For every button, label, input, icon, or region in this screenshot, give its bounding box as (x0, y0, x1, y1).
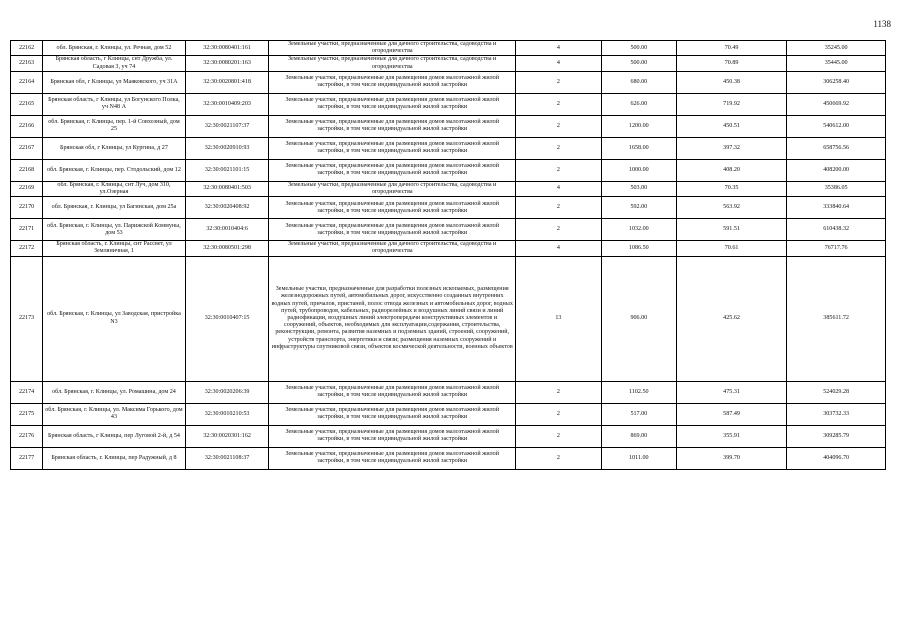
area-cell: 517.00 (601, 403, 676, 425)
address-cell: Брянская область, г Клинцы, снт Дружба, ул. Садовая 3, уч 74 (43, 56, 186, 71)
address-cell: обл. Брянская, г. Клинцы, ул Заводская, пристройка N3 (43, 256, 186, 381)
cadastral-number-cell: 32:30:0080401:161 (185, 41, 269, 56)
area-cell: 1102.50 (601, 381, 676, 403)
row-number-cell: 22176 (11, 425, 43, 447)
land-use-cell: Земельные участки, предназначенные для дачного строительства, садоводства и огородничества (269, 181, 516, 196)
area-cell: 503.00 (601, 181, 676, 196)
specific-value-cell: 70.61 (676, 241, 786, 256)
land-use-cell: Земельные участки, предназначенные для размещения домов малоэтажной жилой застройки, в том числе индивидуальной жилой застройки (269, 447, 516, 469)
cadastral-value-cell: 658756.56 (787, 137, 886, 159)
cadastral-value-cell: 35386.05 (787, 181, 886, 196)
row-number-cell: 22171 (11, 219, 43, 241)
table-row (11, 219, 886, 241)
row-number-cell: 22165 (11, 93, 43, 115)
table-row (11, 71, 886, 93)
area-cell: 869.00 (601, 425, 676, 447)
specific-value-cell: 563.92 (676, 197, 786, 219)
specific-value-cell: 587.49 (676, 403, 786, 425)
cadastral-value-cell: 610438.32 (787, 219, 886, 241)
table-row (11, 181, 886, 196)
address-cell: Брянская область, г Клинцы, пер Луговой 2-й, д 54 (43, 425, 186, 447)
land-use-cell: Земельные участки, предназначенные для размещения домов малоэтажной жилой застройки, в том числе индивидуальной жилой застройки (269, 137, 516, 159)
land-use-cell: Земельные участки, предназначенные для размещения домов малоэтажной жилой застройки, в том числе индивидуальной жилой застройки (269, 115, 516, 137)
area-cell: 626.00 (601, 93, 676, 115)
cadastral-value-cell: 306258.40 (787, 71, 886, 93)
row-number-cell: 22167 (11, 137, 43, 159)
cadastral-number-cell: 32:30:0010409:203 (185, 93, 269, 115)
table-row (11, 137, 886, 159)
cadastral-number-cell: 32:30:0020206:39 (185, 381, 269, 403)
specific-value-cell: 70.89 (676, 56, 786, 71)
cadastral-value-cell: 408200.00 (787, 159, 886, 181)
area-cell: 1011.00 (601, 447, 676, 469)
table-row (11, 425, 886, 447)
land-use-cell: Земельные участки, предназначенные для дачного строительства, садоводства и огородничества (269, 41, 516, 56)
cadastral-value-cell: 450669.92 (787, 93, 886, 115)
row-number-cell: 22169 (11, 181, 43, 196)
cadastral-value-cell: 35245.00 (787, 41, 886, 56)
row-number-cell: 22163 (11, 56, 43, 71)
group-cell: 4 (516, 56, 602, 71)
land-use-cell: Земельные участки, предназначенные для размещения домов малоэтажной жилой застройки, в том числе индивидуальной жилой застройки (269, 403, 516, 425)
cadastral-number-cell: 32:30:0020801:418 (185, 71, 269, 93)
area-cell: 1032.00 (601, 219, 676, 241)
address-cell: обл. Брянская, г. Клинцы, пер. Стодольский, дом 12 (43, 159, 186, 181)
row-number-cell: 22162 (11, 41, 43, 56)
cadastral-value-cell: 76717.76 (787, 241, 886, 256)
cadastral-number-cell: 32:30:0080501:298 (185, 241, 269, 256)
cadastral-value-cell: 309285.79 (787, 425, 886, 447)
row-number-cell: 22173 (11, 256, 43, 381)
cadastral-number-cell: 32:30:0020301:162 (185, 425, 269, 447)
group-cell: 4 (516, 41, 602, 56)
specific-value-cell: 70.35 (676, 181, 786, 196)
address-cell: Брянская область, г Клинцы, ул Богунского Полка, уч N48 А (43, 93, 186, 115)
address-cell: Брянская обл, г Клинцы, ул Кургина, д 27 (43, 137, 186, 159)
group-cell: 13 (516, 256, 602, 381)
area-cell: 1200.00 (601, 115, 676, 137)
cadastral-number-cell: 32:30:0020408:92 (185, 197, 269, 219)
area-cell: 500.00 (601, 56, 676, 71)
address-cell: обл. Брянская, г. Клинцы, ул. Парижской Коммуны, дом 53 (43, 219, 186, 241)
table-row (11, 256, 886, 381)
row-number-cell: 22168 (11, 159, 43, 181)
group-cell: 2 (516, 115, 602, 137)
address-cell: Брянская обл, г Клинцы, ул Маяковского, уч 31А (43, 71, 186, 93)
land-use-cell: Земельные участки, предназначенные для дачного строительства, садоводства и огородничества (269, 56, 516, 71)
specific-value-cell: 450.51 (676, 115, 786, 137)
specific-value-cell: 450.38 (676, 71, 786, 93)
specific-value-cell: 591.51 (676, 219, 786, 241)
table-row (11, 115, 886, 137)
cadastral-value-cell: 385611.72 (787, 256, 886, 381)
group-cell: 2 (516, 403, 602, 425)
cadastral-number-cell: 32:30:0010407:15 (185, 256, 269, 381)
row-number-cell: 22174 (11, 381, 43, 403)
area-cell: 1658.00 (601, 137, 676, 159)
row-number-cell: 22164 (11, 71, 43, 93)
cadastral-number-cell: 32:30:0010404:6 (185, 219, 269, 241)
specific-value-cell: 355.91 (676, 425, 786, 447)
land-use-cell: Земельные участки, предназначенные для размещения домов малоэтажной жилой застройки, в том числе индивидуальной жилой застройки (269, 71, 516, 93)
table-body (11, 41, 886, 470)
specific-value-cell: 475.31 (676, 381, 786, 403)
address-cell: обл. Брянская, г. Клинцы, пер. 1-й Совхозный, дом 25 (43, 115, 186, 137)
land-use-cell: Земельные участки, предназначенные для размещения домов малоэтажной жилой застройки, в том числе индивидуальной жилой застройки (269, 381, 516, 403)
row-number-cell: 22177 (11, 447, 43, 469)
land-use-cell: Земельные участки, предназначенные для разработки полезных ископаемых, размещения железнодорожных путей, автомобильных дорог, искусственно созданных внутренних водных путей, причалов, пристаней, полос отвода железных и автомобильных дорог, водных путей, трубопроводов, кабельных, радиорелейных и воздушных линий связи и линий радиофикации, воздушных линий электропередачи конструктивных элементов и сооружений, объектов, необходимых для эксплуатации,содержания, строительства, реконструкции, ремонта, развития наземных и подземных зданий, строений, сооружений, устройств транспорта, энергетики и связи; размещения наземных сооружений и инфраструктуры спутниковой связи, объектов космической деятельности, военных объектов (269, 256, 516, 381)
group-cell: 2 (516, 219, 602, 241)
table-row (11, 159, 886, 181)
table-row (11, 197, 886, 219)
cadastral-number-cell: 32:30:0010210:53 (185, 403, 269, 425)
land-use-cell: Земельные участки, предназначенные для размещения домов малоэтажной жилой застройки, в том числе индивидуальной жилой застройки (269, 425, 516, 447)
cadastral-value-cell: 524029.28 (787, 381, 886, 403)
group-cell: 2 (516, 197, 602, 219)
row-number-cell: 22175 (11, 403, 43, 425)
table-row (11, 93, 886, 115)
area-cell: 680.00 (601, 71, 676, 93)
group-cell: 4 (516, 241, 602, 256)
address-cell: Брянская область, г. Клинцы, снт Рассвет, ул Земляничная, 1 (43, 241, 186, 256)
cadastral-number-cell: 32:30:0020910:93 (185, 137, 269, 159)
area-cell: 1000.00 (601, 159, 676, 181)
cadastral-value-table (10, 40, 886, 470)
group-cell: 2 (516, 137, 602, 159)
address-cell: обл. Брянская, г. Клинцы, снт Луч, дом 310, ул.Озерная (43, 181, 186, 196)
group-cell: 2 (516, 93, 602, 115)
land-use-cell: Земельные участки, предназначенные для размещения домов малоэтажной жилой застройки, в том числе индивидуальной жилой застройки (269, 197, 516, 219)
cadastral-value-cell: 35445.00 (787, 56, 886, 71)
specific-value-cell: 408.20 (676, 159, 786, 181)
land-use-cell: Земельные участки, предназначенные для размещения домов малоэтажной жилой застройки, в том числе индивидуальной жилой застройки (269, 219, 516, 241)
table-row (11, 241, 886, 256)
row-number-cell: 22170 (11, 197, 43, 219)
specific-value-cell: 399.70 (676, 447, 786, 469)
cadastral-number-cell: 32:30:0021108:37 (185, 447, 269, 469)
area-cell: 592.00 (601, 197, 676, 219)
specific-value-cell: 719.92 (676, 93, 786, 115)
group-cell: 2 (516, 381, 602, 403)
area-cell: 1086.50 (601, 241, 676, 256)
specific-value-cell: 70.49 (676, 41, 786, 56)
area-cell: 906.00 (601, 256, 676, 381)
area-cell: 500.00 (601, 41, 676, 56)
land-use-cell: Земельные участки, предназначенные для размещения домов малоэтажной жилой застройки, в том числе индивидуальной жилой застройки (269, 159, 516, 181)
address-cell: обл. Брянская, г. Клинцы, ул. Речная, дом 52 (43, 41, 186, 56)
group-cell: 2 (516, 425, 602, 447)
table-row (11, 403, 886, 425)
land-use-cell: Земельные участки, предназначенные для размещения домов малоэтажной жилой застройки, в том числе индивидуальной жилой застройки (269, 93, 516, 115)
cadastral-number-cell: 32:30:0021101:15 (185, 159, 269, 181)
row-number-cell: 22172 (11, 241, 43, 256)
cadastral-number-cell: 32:30:0021107:37 (185, 115, 269, 137)
row-number-cell: 22166 (11, 115, 43, 137)
cadastral-value-cell: 303732.33 (787, 403, 886, 425)
address-cell: обл. Брянская, г. Клинцы, ул. Максима Горького, дом 43 (43, 403, 186, 425)
address-cell: Брянская область, г. Клинцы, пер Радужный, д 8 (43, 447, 186, 469)
group-cell: 2 (516, 159, 602, 181)
page-number: 1138 (873, 19, 891, 29)
cadastral-number-cell: 32:30:0080201:163 (185, 56, 269, 71)
cadastral-value-cell: 540612.00 (787, 115, 886, 137)
specific-value-cell: 425.62 (676, 256, 786, 381)
cadastral-number-cell: 32:30:0080401:503 (185, 181, 269, 196)
group-cell: 2 (516, 447, 602, 469)
specific-value-cell: 397.32 (676, 137, 786, 159)
group-cell: 2 (516, 71, 602, 93)
table-row (11, 381, 886, 403)
land-use-cell: Земельные участки, предназначенные для дачного строительства, садоводства и огородничества (269, 241, 516, 256)
group-cell: 4 (516, 181, 602, 196)
cadastral-value-cell: 333840.64 (787, 197, 886, 219)
address-cell: обл. Брянская, г. Клинцы, ул. Ромашина, дом 24 (43, 381, 186, 403)
table-row (11, 41, 886, 56)
address-cell: обл. Брянская, г. Клинцы, ул Багинская, дом 25а (43, 197, 186, 219)
cadastral-value-cell: 404096.70 (787, 447, 886, 469)
table-row (11, 447, 886, 469)
table-row (11, 56, 886, 71)
